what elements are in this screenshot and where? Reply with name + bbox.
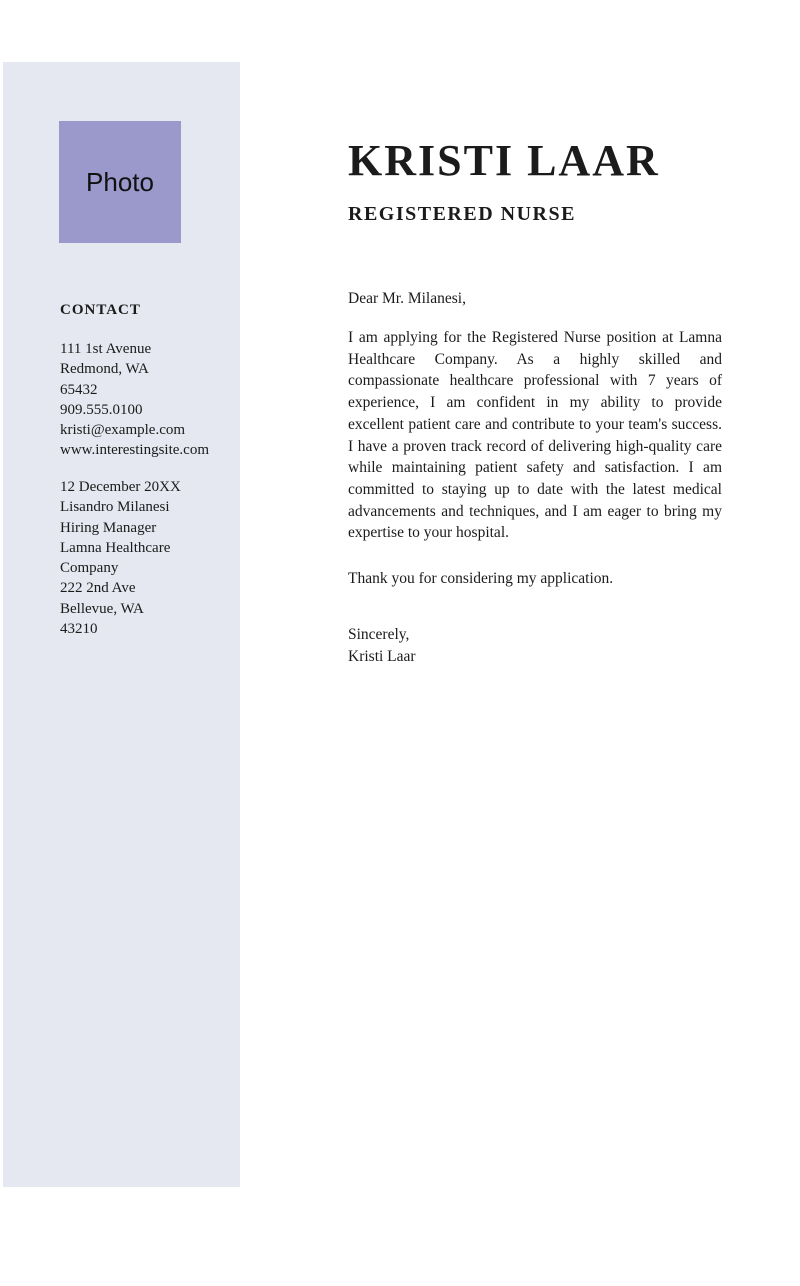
contact-heading: CONTACT — [60, 302, 141, 318]
recipient-line-zip: 43210 — [60, 621, 98, 638]
contact-line-email: kristi@example.com — [60, 422, 186, 439]
recipient-line-street: 222 2nd Ave — [60, 580, 136, 597]
photo-placeholder — [59, 121, 181, 243]
role-subheading: REGISTERED NURSE — [348, 203, 576, 225]
closing-line: Sincerely, — [348, 626, 410, 643]
contact-block — [60, 339, 228, 461]
contact-line-street: 111 1st Avenue — [60, 341, 152, 357]
signature-name: Kristi Laar — [348, 648, 416, 665]
body-paragraph: I am applying for the Registered Nurse position at Lamna Healthcare Company. As a highly skilled and compassionate healthcare professional with 7 years of experience, I am confident in my ability to provide excellent patient care and contribute to your team's success. I have a proven track record of delivering high-quality care while maintaining patient safety and satisfaction. I am committed to staying up to date with the latest medical advancements and techniques, and I am eager to bring my expertise to your hospital. — [348, 329, 722, 542]
thanks-line: Thank you for considering my application. — [348, 570, 614, 587]
recipient-line-city: Bellevue, WA — [60, 600, 144, 617]
name-heading: KRISTI LAAR — [348, 136, 660, 185]
sidebar — [3, 62, 240, 1187]
recipient-line-company-2: Company — [60, 560, 119, 577]
recipient-line-company-1: Lamna Healthcare — [60, 539, 171, 556]
contact-line-phone: 909.555.0100 — [60, 401, 143, 418]
recipient-block — [60, 477, 228, 639]
photo-label: Photo — [86, 166, 154, 197]
salutation: Dear Mr. Milanesi, — [348, 290, 466, 307]
recipient-line-title: Hiring Manager — [60, 519, 157, 536]
recipient-line-name: Lisandro Milanesi — [60, 499, 170, 516]
recipient-line-date: 12 December 20XX — [60, 479, 181, 495]
contact-line-city: Redmond, WA — [60, 361, 149, 378]
contact-line-website: www.interestingsite.com — [60, 442, 209, 459]
contact-line-zip: 65432 — [60, 381, 98, 398]
